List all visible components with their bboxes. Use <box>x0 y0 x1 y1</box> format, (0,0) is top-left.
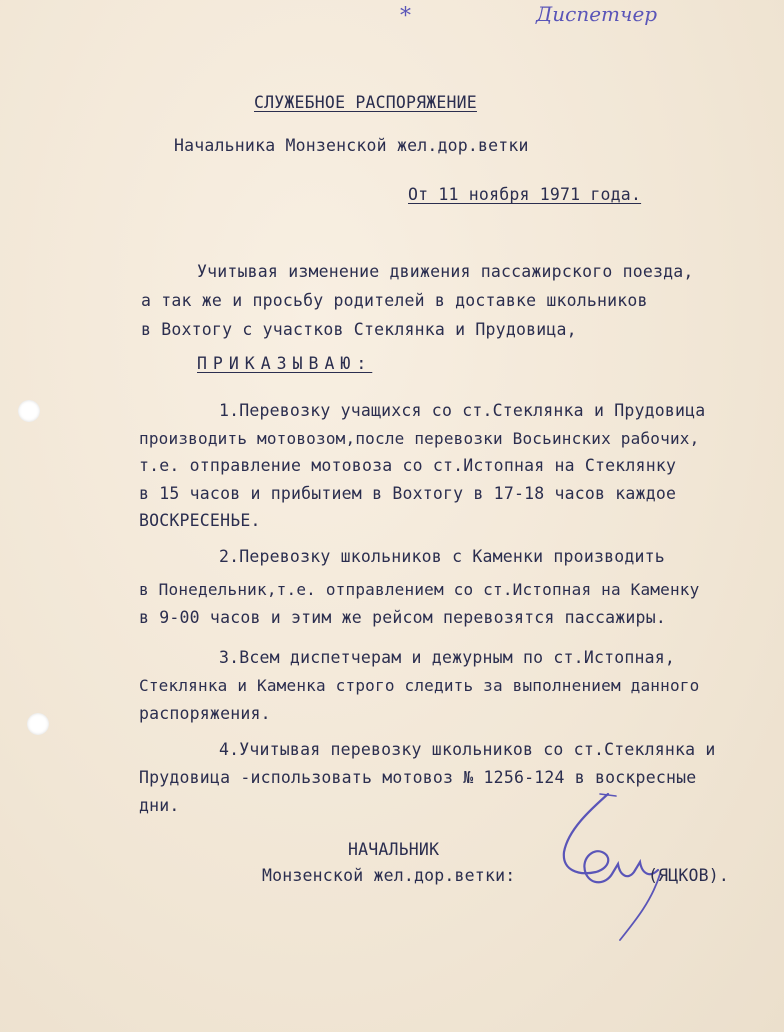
preamble-line: а так же и просьбу родителей в доставке школьников <box>141 291 648 310</box>
document-title: СЛУЖЕБНОЕ РАСПОРЯЖЕНИЕ <box>254 93 477 112</box>
preamble-line: Учитывая изменение движения пассажирского поезда, <box>197 262 694 281</box>
item-line: дни. <box>139 796 180 815</box>
document-subtitle: Начальника Монзенской жел.дор.ветки <box>174 136 529 155</box>
signature-org: Монзенской жел.дор.ветки: <box>262 866 516 885</box>
item-line: распоряжения. <box>139 704 271 723</box>
item-line: т.е. отправление мотовоза со ст.Истопная на Стеклянку <box>139 456 677 475</box>
item-line: ВОСКРЕСЕНЬЕ. <box>139 511 261 530</box>
item-line: 4.Учитывая перевозку школьников со ст.Стеклянка и <box>219 740 716 759</box>
item-line: 3.Всем диспетчерам и дежурным по ст.Истопная, <box>219 648 676 667</box>
signature-name: (ЯЦКОВ). <box>648 866 730 885</box>
item-line: в 15 часов и прибытием в Вохтогу в 17-18 часов каждое <box>139 484 677 503</box>
item-line: 2.Перевозку школьников с Каменки производить <box>219 547 665 566</box>
preamble-line: в Вохтогу с участков Стеклянка и Прудовица, <box>141 320 577 339</box>
item-line: Прудовица -использовать мотовоз № 1256-124 в воскресные <box>139 768 697 787</box>
document-date: От 11 ноября 1971 года. <box>408 185 642 204</box>
item-line: 1.Перевозку учащихся со ст.Стеклянка и Прудовица <box>219 401 706 420</box>
punch-hole-top <box>18 400 40 422</box>
handwritten-note: Диспетчер <box>536 2 658 26</box>
item-line: в 9-00 часов и этим же рейсом перевозятся пассажиры. <box>139 608 666 627</box>
star-mark: * <box>400 4 411 29</box>
punch-hole-bottom <box>27 713 49 735</box>
item-line: Стеклянка и Каменка строго следить за выполнением данного <box>139 676 700 695</box>
item-line: производить мотовозом,после перевозки Восьинских рабочих, <box>139 429 700 448</box>
signature-position: НАЧАЛЬНИК <box>348 840 440 859</box>
order-word: ПРИКАЗЫВАЮ: <box>197 354 373 373</box>
item-line: в Понедельник,т.е. отправлением со ст.Истопная на Каменку <box>139 580 700 599</box>
